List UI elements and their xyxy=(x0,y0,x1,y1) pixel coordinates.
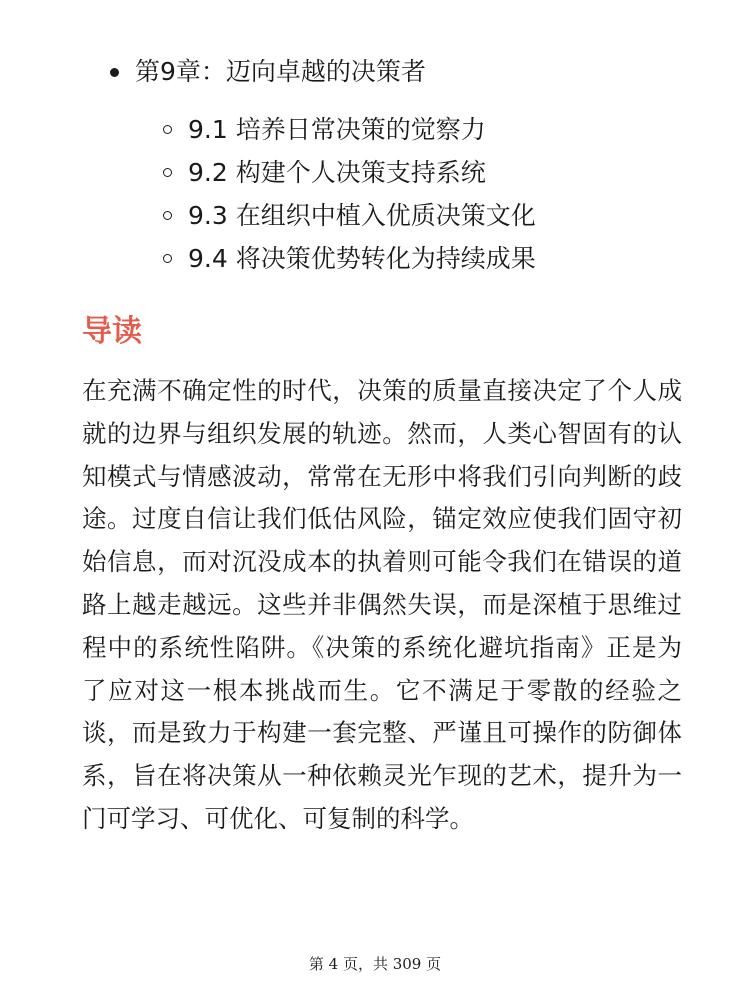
toc-section-label: 9.4 将决策优势转化为持续成果 xyxy=(188,244,536,273)
toc-section-label: 9.3 在组织中植入优质决策文化 xyxy=(188,201,536,230)
toc-section-item xyxy=(0,194,750,237)
hollow-bullet-icon xyxy=(163,168,172,177)
hollow-bullet-icon xyxy=(163,211,172,220)
toc-section-label: 9.1 培养日常决策的觉察力 xyxy=(188,115,486,144)
table-of-contents xyxy=(0,52,750,273)
intro-heading: 导读 xyxy=(82,314,142,349)
hollow-bullet-icon xyxy=(163,125,172,134)
page-footer: 第 4 页，共 309 页 xyxy=(308,955,442,973)
toc-section-item xyxy=(0,237,750,280)
toc-chapter-label: 第9章：迈向卓越的决策者 xyxy=(135,57,426,86)
toc-section-item xyxy=(0,151,750,194)
intro-paragraph: 在充满不确定性的时代，决策的质量直接决定了个人成就的边界与组织发展的轨迹。然而，人类心智固有的认知模式与情感波动，常常在无形中将我们引向判断的歧途。过度自信让我们低估风险，锚定效应使我们固守初始信息，而对沉没成本的执着则可能令我们在错误的道路上越走越远。这些并非偶然失误，而是深植于思维过程中的系统性陷阱。《决策的系统化避坑指南》正是为了应对这一根本挑战而生。它不满足于零散的经验之谈，而是致力于构建一套完整、严谨且可操作的防御体系，旨在将决策从一种依赖灵光乍现的艺术，提升为一门可学习、可优化、可复制的科学。 xyxy=(82,376,682,833)
hollow-bullet-icon xyxy=(163,254,172,263)
filled-bullet-icon xyxy=(110,68,119,77)
toc-chapter-item xyxy=(0,52,750,92)
toc-section-label: 9.2 构建个人决策支持系统 xyxy=(188,158,486,187)
toc-section-item xyxy=(0,108,750,151)
